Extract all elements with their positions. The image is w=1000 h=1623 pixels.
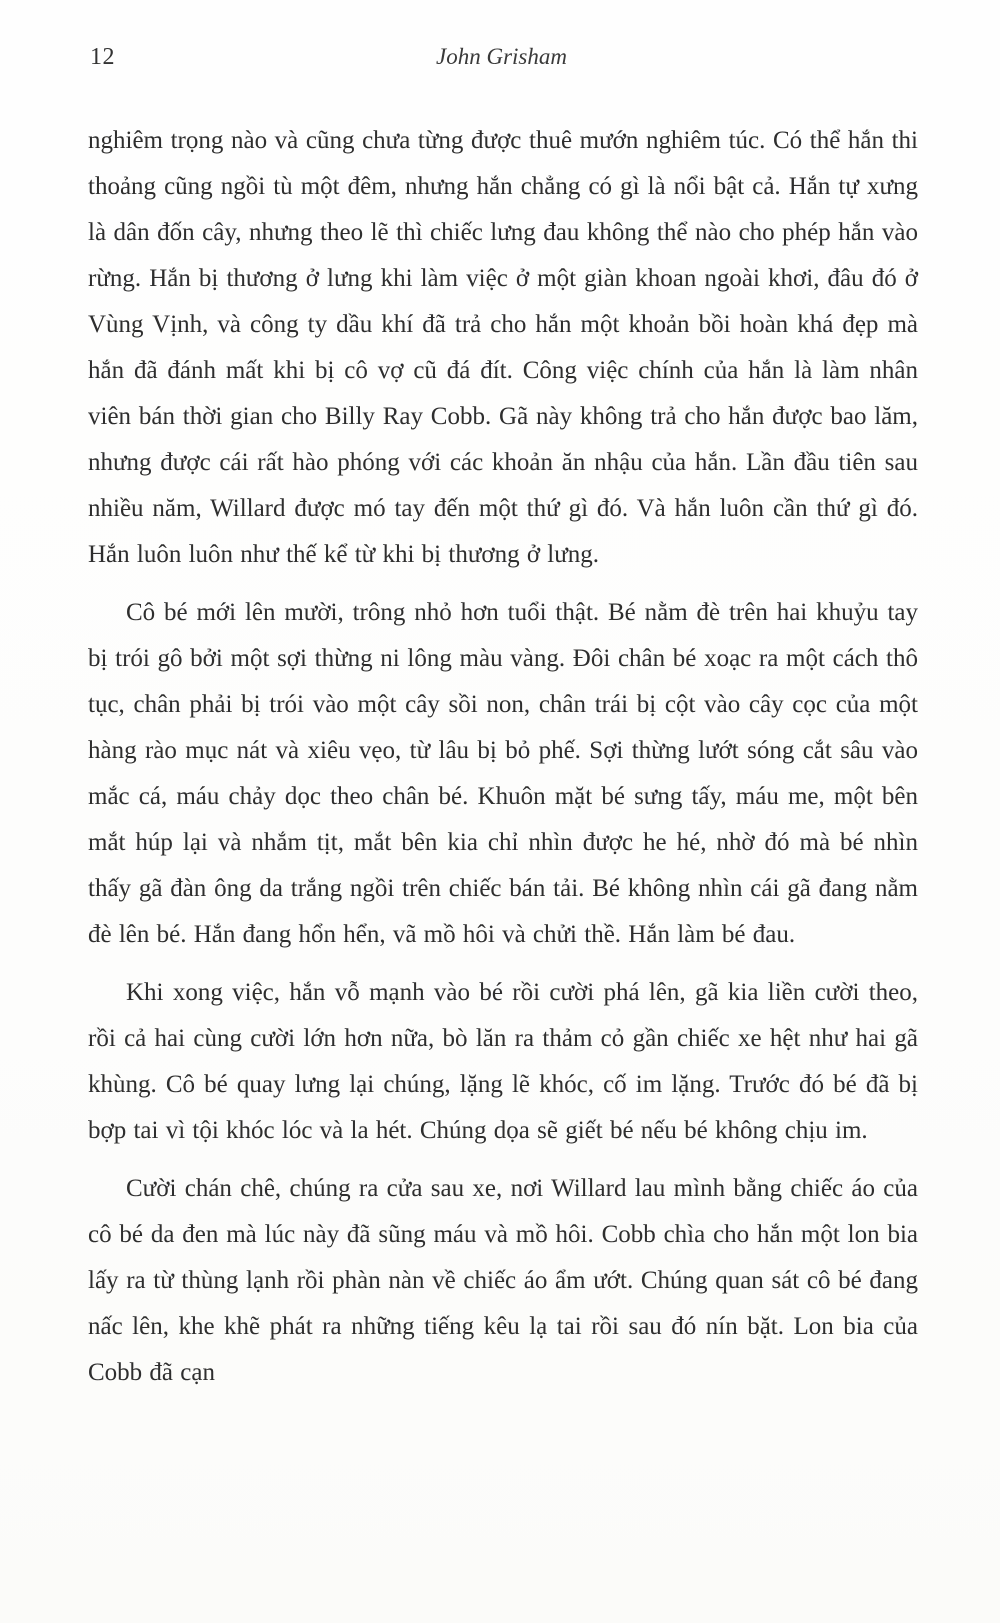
- running-header-title: John Grisham: [436, 44, 567, 69]
- body-text-block: [88, 118, 918, 1408]
- body-paragraph: nghiêm trọng nào và cũng chưa từng được thuê mướn nghiêm túc. Có thể hắn thi thoảng cũng ngồi tù một đêm, nhưng hắn chẳng có gì là nổi bật cả. Hắn tự xưng là dân đốn cây, nhưng theo lẽ thì chiếc lưng đau không thể nào cho phép hắn vào rừng. Hắn bị thương ở lưng khi làm việc ở một giàn khoan ngoài khơi, đâu đó ở Vùng Vịnh, và công ty dầu khí đã trả cho hắn một khoản bồi hoàn khá đẹp mà hắn đã đánh mất khi bị cô vợ cũ đá đít. Công việc chính của hắn là làm nhân viên bán thời gian cho Billy Ray Cobb. Gã này không trả cho hắn được bao lăm, nhưng được cái rất hào phóng với các khoản ăn nhậu của hắn. Lần đầu tiên sau nhiều năm, Willard được mó tay đến một thứ gì đó. Và hắn luôn cần thứ gì đó. Hắn luôn luôn như thế kể từ khi bị thương ở lưng.: [88, 127, 918, 568]
- body-paragraph: Cười chán chê, chúng ra cửa sau xe, nơi Willard lau mình bằng chiếc áo của cô bé da đen mà lúc này đã sũng máu và mồ hôi. Cobb chìa cho hắn một lon bia lấy ra từ thùng lạnh rồi phàn nàn về chiếc áo ẩm ướt. Chúng quan sát cô bé đang nấc lên, khe khẽ phát ra những tiếng kêu lạ tai rồi sau đó nín bặt. Lon bia của Cobb đã cạn: [88, 1175, 918, 1386]
- running-header: [88, 44, 915, 78]
- body-paragraph: Khi xong việc, hắn vỗ mạnh vào bé rồi cười phá lên, gã kia liền cười theo, rồi cả hai cùng cười lớn hơn nữa, bò lăn ra thảm cỏ gần chiếc xe hệt như hai gã khùng. Cô bé quay lưng lại chúng, lặng lẽ khóc, cố im lặng. Trước đó bé đã bị bợp tai vì tội khóc lóc và la hét. Chúng dọa sẽ giết bé nếu bé không chịu im.: [88, 979, 918, 1144]
- body-paragraph: Cô bé mới lên mười, trông nhỏ hơn tuổi thật. Bé nằm đè trên hai khuỷu tay bị trói gô bởi một sợi thừng ni lông màu vàng. Đôi chân bé xoạc ra một cách thô tục, chân phải bị trói vào một cây sồi non, chân trái bị cột vào cây cọc của một hàng rào mục nát và xiêu vẹo, từ lâu bị bỏ phế. Sợi thừng lướt sóng cắt sâu vào mắc cá, máu chảy dọc theo chân bé. Khuôn mặt bé sưng tấy, máu me, một bên mắt húp lại và nhắm tịt, mắt bên kia chỉ nhìn được he hé, nhờ đó mà bé nhìn thấy gã đàn ông da trắng ngồi trên chiếc bán tải. Bé không nhìn cái gã đang nằm đè lên bé. Hắn đang hổn hển, vã mồ hôi và chửi thề. Hắn làm bé đau.: [88, 599, 918, 948]
- page-number: 12: [90, 44, 115, 70]
